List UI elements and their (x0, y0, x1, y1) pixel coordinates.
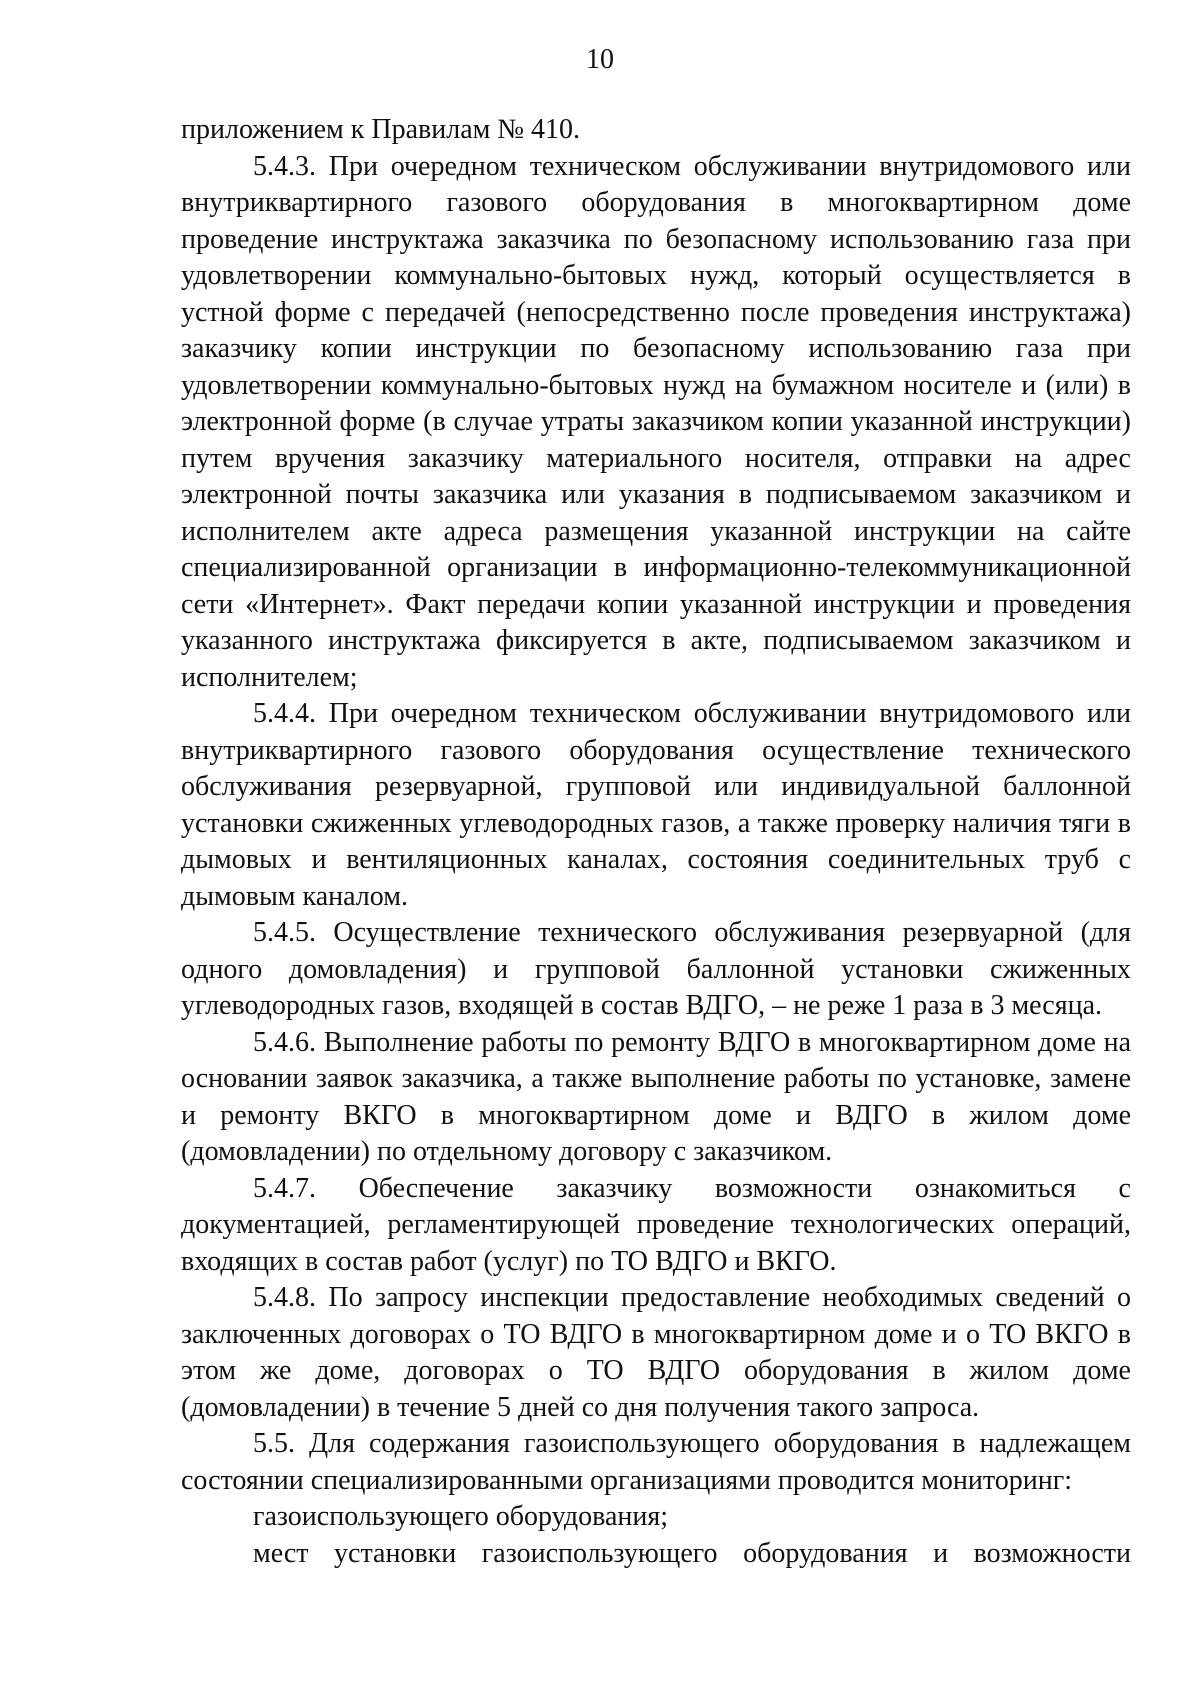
paragraph-5-5: 5.5. Для содержания газоиспользующего оборудования в надлежащем состоянии специализированными организациями проводится мониторинг: (181, 1428, 1131, 1496)
paragraph-5-4-6: 5.4.6. Выполнение работы по ремонту ВДГО в многоквартирном доме на основании заявок заказчика, а также выполнение работы по установке, замене и ремонту ВКГО в многоквартирном доме и ВДГО в жилом доме (домовладении) по отдельному договору с заказчиком. (181, 1026, 1131, 1167)
document-body (181, 112, 1131, 1572)
list-item-equipment: газоиспользующего оборудования; (253, 1501, 669, 1532)
paragraph-5-4-7: 5.4.7. Обеспечение заказчику возможности ознакомиться с документацией, регламентирующей проведение технологических операций, входящих в состав работ (услуг) по ТО ВДГО и ВКГО. (181, 1172, 1131, 1277)
list-item-installation-places: мест установки газоиспользующего оборудования и возможности (253, 1537, 1131, 1569)
paragraph-5-4-5: 5.4.5. Осуществление технического обслуживания резервуарной (для одного домовладения) и групповой баллонной установки сжиженных углеводородных газов, входящей в состав ВДГО, – не реже 1 раза в 3 месяца. (181, 917, 1131, 1021)
paragraph-5-4-4: 5.4.4. При очередном техническом обслуживании внутридомового или внутриквартирного газового оборудования осуществление технического обслуживания резервуарной, групповой или индивидуальной баллонной установки сжиженных углеводородных газов, а также проверку наличия тяги в дымовых и вентиляционных каналах, состояния соединительных труб с дымовым каналом. (181, 698, 1131, 912)
paragraph-continuation: приложением к Правилам № 410. (181, 114, 581, 145)
paragraph-5-4-3: 5.4.3. При очередном техническом обслуживании внутридомового или внутриквартирного газового оборудования в многоквартирном доме проведение инструктажа заказчика по безопасному использованию газа при удовлетворении коммунально-бытовых нужд, который осуществляется в устной форме с передачей (непосредственно после проведения инструктажа) заказчику копии инструкции по безопасному использованию газа при удовлетворении коммунально-бытовых нужд на бумажном носителе и (или) в электронной форме (в случае утраты заказчиком копии указанной инструкции) путем вручения заказчику материального носителя, отправки на адрес электронной почты заказчика или указания в подписываемом заказчиком и исполнителем акте адреса размещения указанной инструкции на сайте специализированной организации в информационно-телекоммуникационной сети «Интернет». Факт передачи копии указанной инструкции и проведения указанного инструктажа фиксируется в акте, подписываемом заказчиком и исполнителем; (181, 150, 1131, 693)
page-number: 10 (586, 44, 614, 75)
paragraph-5-4-8: 5.4.8. По запросу инспекции предоставление необходимых сведений о заключенных договорах о ТО ВДГО в многоквартирном доме и о ТО ВКГО в этом же доме, договорах о ТО ВДГО оборудования в жилом доме (домовладении) в течение 5 дней со дня получения такого запроса. (181, 1282, 1131, 1423)
